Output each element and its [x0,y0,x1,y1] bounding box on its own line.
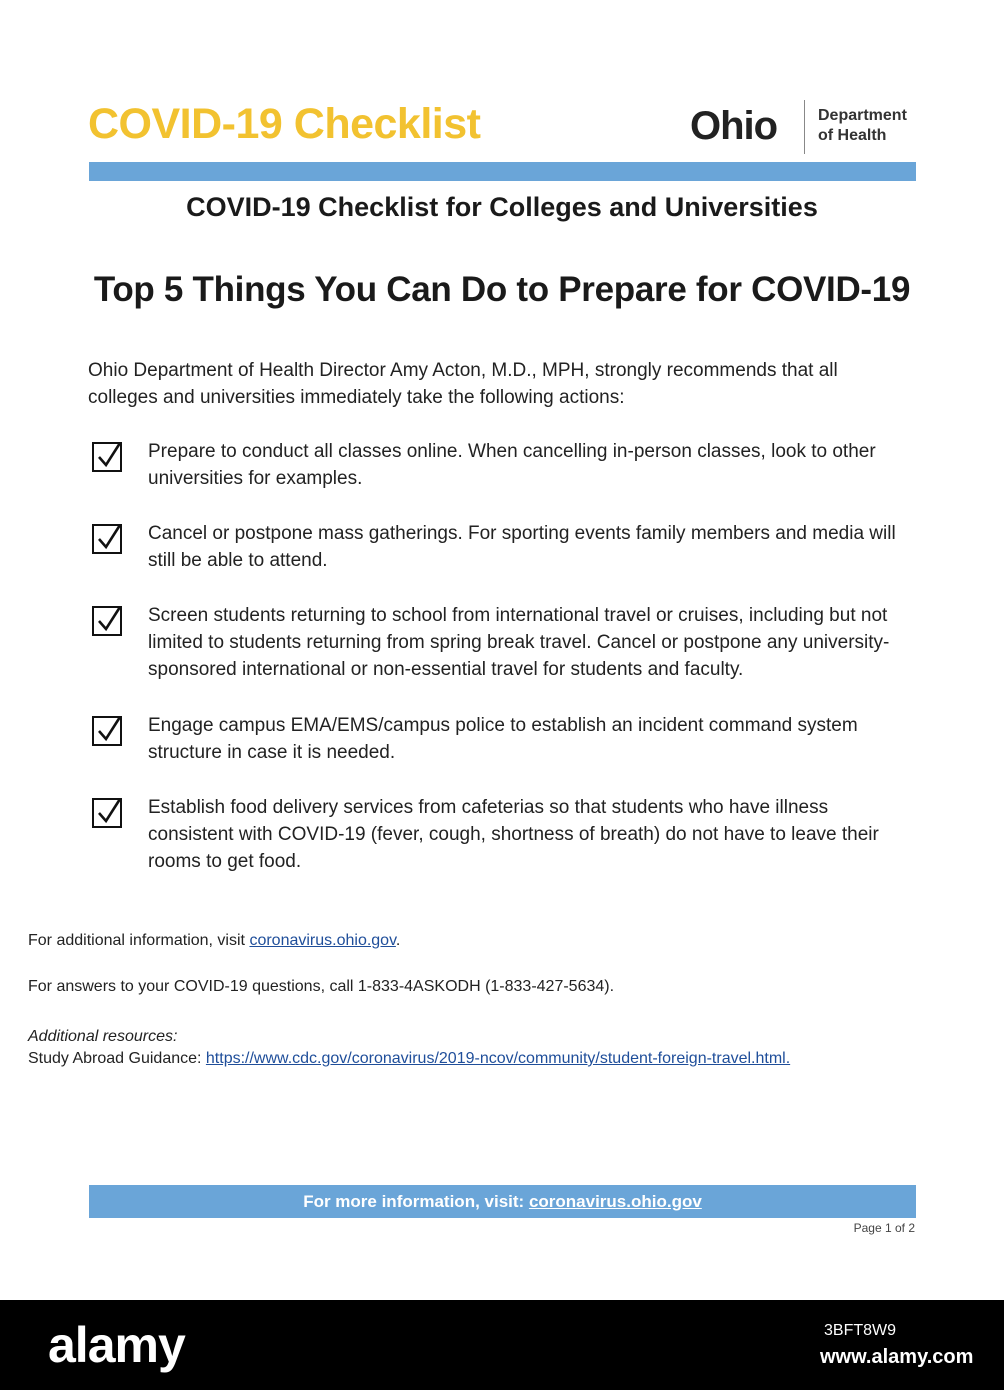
document-title: COVID-19 Checklist [88,100,481,148]
checked-checkbox-icon [92,524,122,554]
checked-checkbox-icon [92,606,122,636]
checklist-item-text: Cancel or postpone mass gatherings. For sporting events family members and media will still be able to attend. [148,523,896,571]
alamy-logo: alamy [48,1317,185,1373]
study-abroad-note [28,1048,790,1070]
logo-dept-line1: Department [818,107,907,124]
subtitle: COVID-19 Checklist for Colleges and Universities [186,192,818,222]
logo-department-text [818,106,907,146]
study-abroad-label: Study Abroad Guidance: [28,1050,206,1067]
intro-paragraph: Ohio Department of Health Director Amy Acton, M.D., MPH, strongly recommends that all colleges and universities immediately take the following actions: [88,360,838,408]
phone-note: For answers to your COVID-19 questions, call 1-833-4ASKODH (1-833-427-5634). [28,978,615,995]
footer-bar [89,1185,916,1218]
checklist-item-text: Prepare to conduct all classes online. When cancelling in-person classes, look to other universities for examples. [148,441,876,489]
watermark-bar [0,1300,1004,1390]
checklist-item-text: Establish food delivery services from cafeterias so that students who have illness consistent with COVID-19 (fever, cough, shortness of breath) do not have to leave their rooms to get food. [148,797,879,872]
logo-dept-line2: of Health [818,127,887,144]
watermark-url: www.alamy.com [820,1346,974,1368]
headline: Top 5 Things You Can Do to Prepare for COVID-19 [93,270,911,309]
logo-ohio-text: Ohio [690,104,778,148]
image-id: 3BFT8W9 [824,1322,897,1339]
checked-checkbox-icon [92,442,122,472]
coronavirus-ohio-link[interactable]: coronavirus.ohio.gov [249,932,396,949]
page-number: Page 1 of 2 [853,1221,915,1235]
checklist-item-text: Engage campus EMA/EMS/campus police to establish an incident command system structure in case it is needed. [148,715,858,763]
footer-coronavirus-link[interactable]: coronavirus.ohio.gov [528,1192,702,1211]
checked-checkbox-icon [92,716,122,746]
checklist-item-text: Screen students returning to school from international travel or cruises, including but not limited to students returning from spring break travel. Cancel or postpone any university-sponsored international or non-essential travel for students and faculty. [148,605,890,680]
footer-bar-text: For more information, visit: [303,1192,529,1211]
additional-info-suffix: . [395,932,401,949]
header-divider-bar [89,162,916,181]
additional-info-note [28,930,400,952]
logo-divider [804,100,805,154]
study-abroad-link[interactable]: https://www.cdc.gov/coronavirus/2019-ncov/community/student-foreign-travel.html. [205,1050,791,1067]
additional-resources-label: Additional resources: [28,1028,178,1045]
additional-info-prefix: For additional information, visit [28,932,250,949]
checked-checkbox-icon [92,798,122,828]
